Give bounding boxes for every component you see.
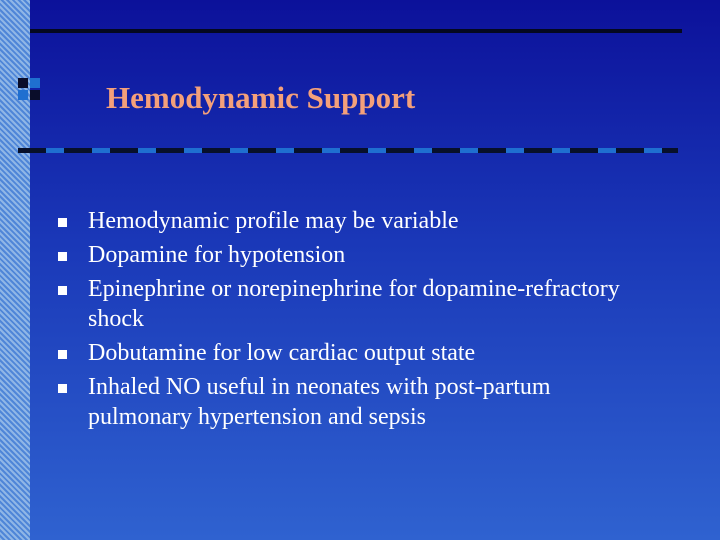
square-bullet-icon (58, 218, 67, 227)
bullet-text: Inhaled NO useful in neonates with post-partum pulmonary hypertension and sepsis (88, 374, 551, 430)
checker-squares-icon (18, 78, 42, 102)
square-bullet-icon (58, 252, 67, 261)
bullet-item (58, 372, 658, 432)
bullet-item (58, 240, 658, 270)
square-bullet-icon (58, 286, 67, 295)
title-divider (18, 148, 678, 153)
bullet-item (58, 338, 658, 368)
slide-title: Hemodynamic Support (106, 80, 416, 115)
top-divider (30, 29, 682, 33)
bullet-list (58, 206, 658, 436)
bullet-text: Epinephrine or norepinephrine for dopamine-refractory shock (88, 276, 620, 332)
bullet-item (58, 274, 658, 334)
square-bullet-icon (58, 350, 67, 359)
bullet-item (58, 206, 658, 236)
bullet-text: Dopamine for hypotension (88, 242, 346, 268)
bullet-text: Dobutamine for low cardiac output state (88, 340, 476, 366)
square-bullet-icon (58, 384, 67, 393)
bullet-text: Hemodynamic profile may be variable (88, 208, 459, 234)
